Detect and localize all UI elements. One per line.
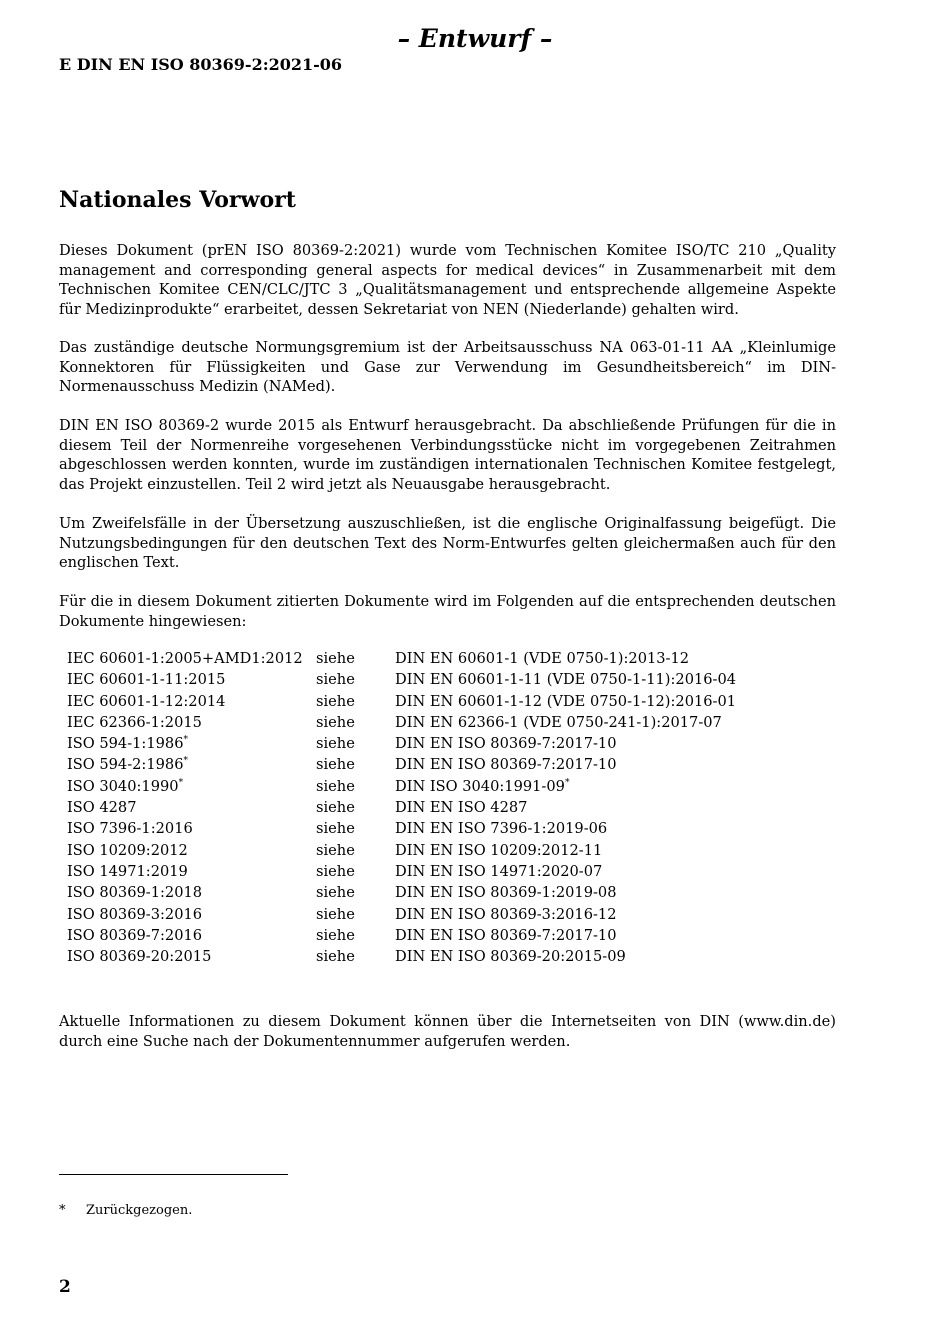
paragraph-history: DIN EN ISO 80369-2 wurde 2015 als Entwurf herausgebracht. Da abschließende Prüfungen für die in diesem Teil der Normenreihe vorgesehenen Verbindungsstücke nicht im vorgegebenen Zeitrahmen abgeschlossen werden konnten, wurde im zuständigen internationalen Technischen Komitee festgelegt, das Projekt einzustellen. Teil 2 wird jetzt als Neuausgabe herausgebracht.: [59, 417, 836, 493]
paragraph-committee: Dieses Dokument (prEN ISO 80369-2:2021) wurde vom Technischen Komitee ISO/TC 210 „Quality management and corresponding general aspects for medical devices“ in Zusammenarbeit mit dem Technischen Komitee CEN/CLC/JTC 3 „Qualitätsmanagement und entsprechende allgemeine Aspekte für Medizinprodukte“ erarbeitet, dessen Sekretariat von NEN (Niederlande) gehalten wird.: [59, 242, 836, 318]
reference-row: [67, 927, 736, 948]
din-standard: DIN EN ISO 80369-7:2017-10: [395, 926, 617, 944]
withdrawn-marker: *: [564, 777, 570, 788]
see-label: siehe: [316, 905, 355, 923]
intl-standard: ISO 7396-1:2016: [67, 820, 193, 838]
withdrawn-marker: *: [178, 777, 184, 788]
intl-standard: IEC 60601-1-11:2015: [67, 671, 226, 689]
din-standard: DIN EN ISO 7396-1:2019-06: [395, 820, 608, 838]
paragraph-closing: Aktuelle Informationen zu diesem Dokument können über die Internetseiten von DIN (www.din.de) durch eine Suche nach der Dokumentennummer aufgerufen werden.: [59, 1013, 836, 1050]
paragraph-references-intro: Für die in diesem Dokument zitierten Dokumente wird im Folgenden auf die entsprechenden deutschen Dokumente hingewiesen:: [59, 593, 836, 630]
reference-row: [67, 906, 736, 927]
din-standard: DIN EN 60601-1 (VDE 0750-1):2013-12: [395, 650, 690, 667]
din-standard: DIN EN ISO 80369-7:2017-10: [395, 735, 617, 753]
see-label: siehe: [316, 926, 355, 944]
see-label: siehe: [316, 884, 355, 902]
page-number: 2: [59, 1277, 71, 1297]
din-standard: DIN EN ISO 80369-3:2016-12: [395, 905, 617, 923]
see-label: siehe: [316, 841, 355, 859]
reference-row: [67, 842, 736, 863]
din-standard: DIN EN ISO 80369-7:2017-10: [395, 756, 617, 774]
reference-row: [67, 820, 736, 841]
footnote-text: Zurückgezogen.: [86, 1203, 193, 1218]
draft-mark: – Entwurf –: [397, 24, 553, 53]
reference-row: [67, 863, 736, 884]
reference-row: [67, 671, 736, 692]
reference-row: [67, 650, 736, 671]
din-standard: DIN EN ISO 80369-20:2015-09: [395, 948, 626, 966]
reference-row: [67, 799, 736, 820]
intl-standard: ISO 80369-20:2015: [67, 948, 212, 966]
reference-row: [67, 693, 736, 714]
footnote-divider: [59, 1174, 288, 1175]
intl-standard: ISO 80369-1:2018: [67, 884, 203, 902]
see-label: siehe: [316, 671, 355, 689]
paragraph-translation: Um Zweifelsfälle in der Übersetzung auszuschließen, ist die englische Originalfassung beigefügt. Die Nutzungsbedingungen für den deutschen Text des Norm-Entwurfes gelten gleichermaßen auch für den englischen Text.: [59, 515, 836, 571]
see-label: siehe: [316, 756, 355, 774]
withdrawn-marker: *: [183, 735, 188, 746]
reference-row: [67, 778, 736, 799]
intl-standard: ISO 80369-7:2016: [67, 926, 203, 944]
intl-standard: ISO 594-2:1986*: [67, 756, 188, 774]
document-id: E DIN EN ISO 80369-2:2021-06: [59, 55, 343, 74]
intl-standard: ISO 3040:1990*: [67, 777, 184, 795]
paragraph-standards-body: Das zuständige deutsche Normungsgremium ist der Arbeitsausschuss NA 063-01-11 AA „Kleinlumige Konnektoren für Flüssigkeiten und Gase zur Verwendung im Gesundheitsbereich“ im DIN-Normenausschuss Medizin (NAMed).: [59, 339, 836, 395]
intl-standard: ISO 4287: [67, 799, 137, 817]
intl-standard: IEC 62366-1:2015: [67, 713, 202, 731]
intl-standard: ISO 594-1:1986*: [67, 735, 188, 753]
intl-standard: IEC 60601-1:2005+AMD1:2012: [67, 650, 303, 667]
intl-standard: ISO 80369-3:2016: [67, 905, 203, 923]
see-label: siehe: [316, 777, 355, 795]
page-title: Nationales Vorwort: [59, 187, 296, 213]
reference-row: [67, 884, 736, 905]
reference-row: [67, 948, 736, 969]
reference-table: [67, 650, 736, 969]
din-standard: DIN EN 62366-1 (VDE 0750-241-1):2017-07: [395, 713, 722, 731]
reference-row: [67, 735, 736, 756]
see-label: siehe: [316, 692, 355, 710]
din-standard: DIN EN ISO 14971:2020-07: [395, 862, 603, 880]
reference-row: [67, 756, 736, 777]
footnote-marker: *: [59, 1203, 66, 1218]
reference-row: [67, 714, 736, 735]
footnote: [59, 1203, 192, 1218]
intl-standard: ISO 14971:2019: [67, 862, 188, 880]
see-label: siehe: [316, 799, 355, 817]
see-label: siehe: [316, 650, 355, 667]
see-label: siehe: [316, 713, 355, 731]
din-standard: DIN EN 60601-1-12 (VDE 0750-1-12):2016-01: [395, 692, 737, 710]
see-label: siehe: [316, 862, 355, 880]
see-label: siehe: [316, 820, 355, 838]
din-standard: DIN EN ISO 10209:2012-11: [395, 841, 603, 859]
see-label: siehe: [316, 948, 355, 966]
withdrawn-marker: *: [183, 756, 188, 767]
din-standard: DIN EN ISO 4287: [395, 799, 528, 817]
see-label: siehe: [316, 735, 355, 753]
din-standard: DIN EN 60601-1-11 (VDE 0750-1-11):2016-04: [395, 671, 737, 689]
din-standard: DIN ISO 3040:1991-09*: [395, 777, 570, 795]
din-standard: DIN EN ISO 80369-1:2019-08: [395, 884, 617, 902]
intl-standard: IEC 60601-1-12:2014: [67, 692, 226, 710]
intl-standard: ISO 10209:2012: [67, 841, 188, 859]
